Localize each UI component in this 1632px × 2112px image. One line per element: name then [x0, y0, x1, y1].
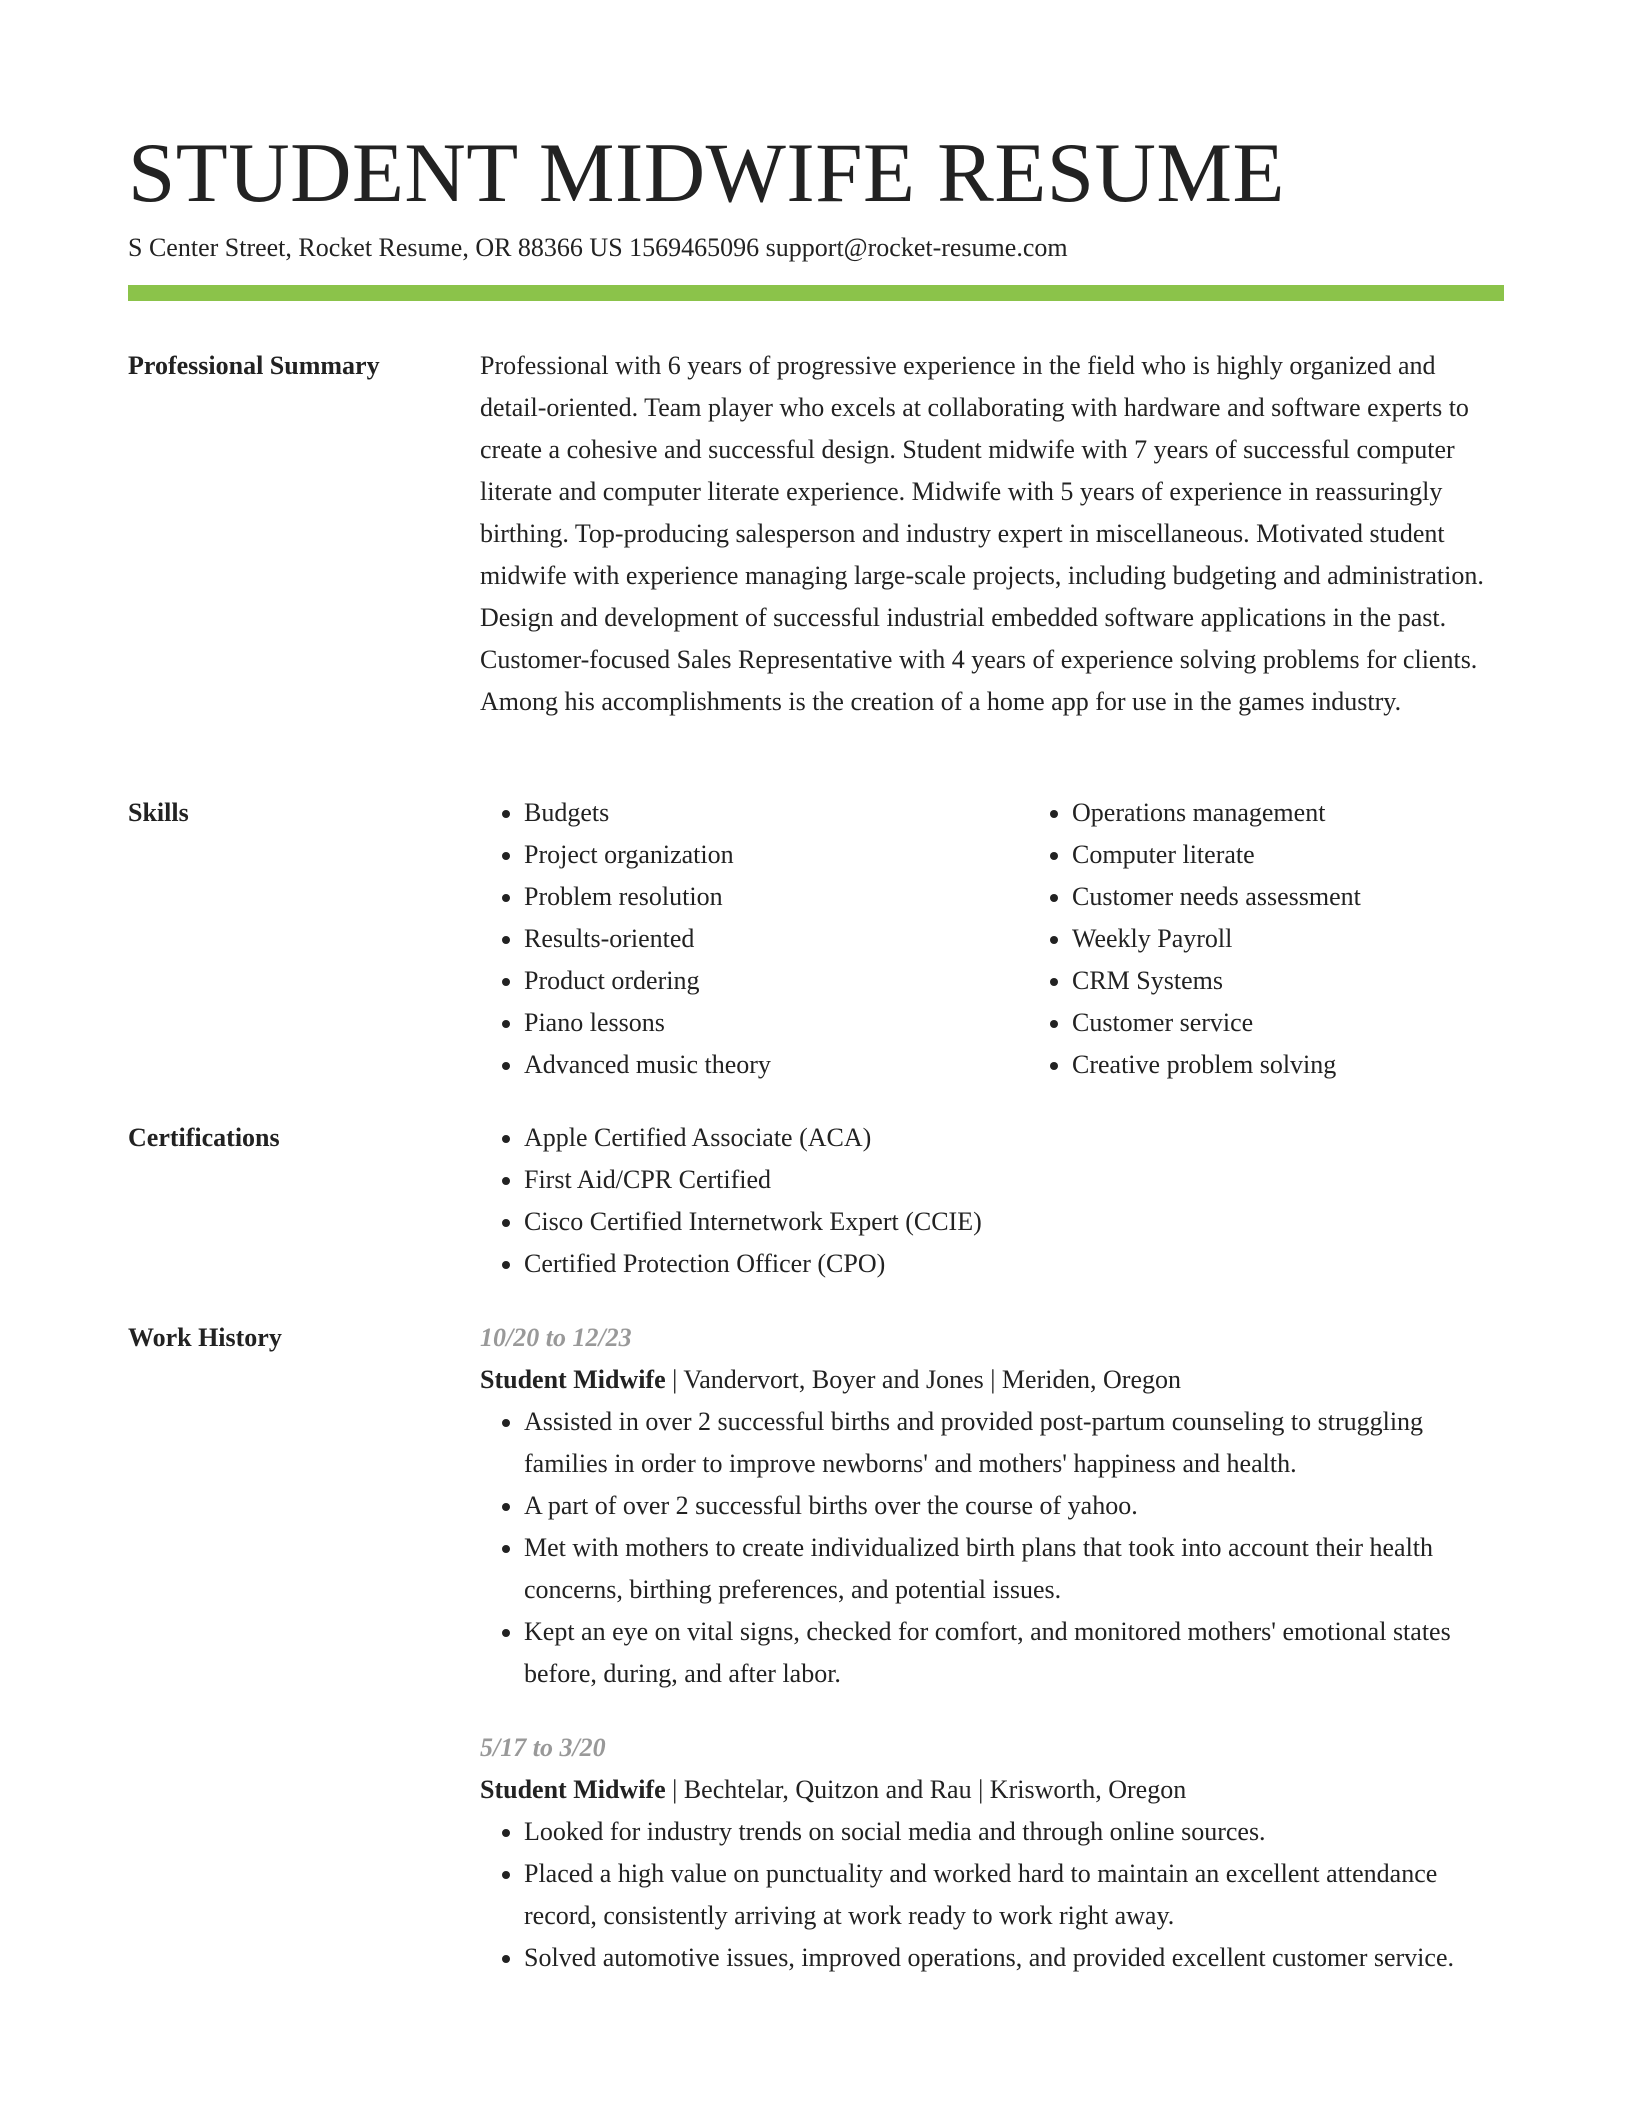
skill-item: • Advanced music theory [524, 1044, 984, 1086]
job-dates: 10/20 to 12/23 [480, 1323, 632, 1352]
skill-item: • Budgets [524, 792, 984, 834]
job-bullet: • Solved automotive issues, improved operations, and provided excellent customer service. [524, 1937, 1504, 1979]
job-bullet: • Looked for industry trends on social media and through online sources. [524, 1811, 1504, 1853]
job-dates: 5/17 to 3/20 [480, 1733, 606, 1762]
job-bullet: • Placed a high value on punctuality and worked hard to maintain an excellent attendance record, consistently arriving at work ready to work right away. [524, 1853, 1504, 1937]
certifications-label: Certifications [128, 1123, 280, 1152]
resume-title: STUDENT MIDWIFE RESUME [128, 126, 1285, 220]
skill-item: • Problem resolution [524, 876, 984, 918]
summary-body [480, 345, 1504, 723]
job-role: Student Midwife [480, 1365, 666, 1394]
skill-item: • CRM Systems [1072, 960, 1592, 1002]
skill-item: • Creative problem solving [1072, 1044, 1592, 1086]
skills-label: Skills [128, 798, 189, 827]
job-bullet: • A part of over 2 successful births over the course of yahoo. [524, 1485, 1504, 1527]
job-entry [480, 1317, 1504, 1695]
skill-item: • Results-oriented [524, 918, 984, 960]
skills-list-right [1028, 792, 1592, 1086]
skill-item: • Computer literate [1072, 834, 1592, 876]
job-heading [480, 1359, 1504, 1401]
job-bullets [480, 1401, 1504, 1695]
certification-item: • Certified Protection Officer (CPO) [524, 1243, 1504, 1285]
certifications-list [480, 1117, 1504, 1285]
skills-body [480, 792, 1504, 1086]
work-history-label: Work History [128, 1323, 282, 1352]
skill-item: • Customer needs assessment [1072, 876, 1592, 918]
job-entry [480, 1727, 1504, 1979]
job-bullet: • Kept an eye on vital signs, checked for comfort, and monitored mothers' emotional states before, during, and after labor. [524, 1611, 1504, 1695]
job-role: Student Midwife [480, 1775, 666, 1804]
certifications-body [480, 1117, 1504, 1285]
job-heading [480, 1769, 1504, 1811]
skill-item: • Project organization [524, 834, 984, 876]
job-bullet: • Met with mothers to create individualized birth plans that took into account their health concerns, birthing preferences, and potential issues. [524, 1527, 1504, 1611]
job-bullets [480, 1811, 1504, 1979]
skill-item: • Customer service [1072, 1002, 1592, 1044]
work-history-body [480, 1317, 1504, 1979]
skill-item: • Piano lessons [524, 1002, 984, 1044]
job-bullet: • Assisted in over 2 successful births and provided post-partum counseling to struggling families in order to improve newborns' and mothers' happiness and health. [524, 1401, 1504, 1485]
skill-item: • Product ordering [524, 960, 984, 1002]
summary-text: Professional with 6 years of progressive experience in the field who is highly organized and detail-oriented. Team player who excels at collaborating with hardware and software experts to create a cohesive and successful design. Student midwife with 7 years of successful computer literate and computer literate experience. Midwife with 5 years of experience in reassuringly birthing. Top-producing salesperson and industry expert in miscellaneous. Motivated student midwife with experience managing large-scale projects, including budgeting and administration. Design and development of successful industrial embedded software applications in the past. Customer-focused Sales Representative with 4 years of experience solving problems for clients. Among his accomplishments is the creation of a home app for use in the games industry. [480, 351, 1484, 716]
skills-list-left [480, 792, 984, 1086]
certification-item: • First Aid/CPR Certified [524, 1159, 1504, 1201]
certification-item: • Apple Certified Associate (ACA) [524, 1117, 1504, 1159]
certification-item: • Cisco Certified Internetwork Expert (CCIE) [524, 1201, 1504, 1243]
header-divider [128, 285, 1504, 301]
skill-item: • Operations management [1072, 792, 1592, 834]
job-details: | Vandervort, Boyer and Jones | Meriden, Oregon [665, 1365, 1181, 1394]
summary-label: Professional Summary [128, 351, 380, 380]
job-details: | Bechtelar, Quitzon and Rau | Krisworth, Oregon [665, 1775, 1187, 1804]
contact-line: S Center Street, Rocket Resume, OR 88366 US 1569465096 support@rocket-resume.com [128, 233, 1068, 262]
skill-item: • Weekly Payroll [1072, 918, 1592, 960]
